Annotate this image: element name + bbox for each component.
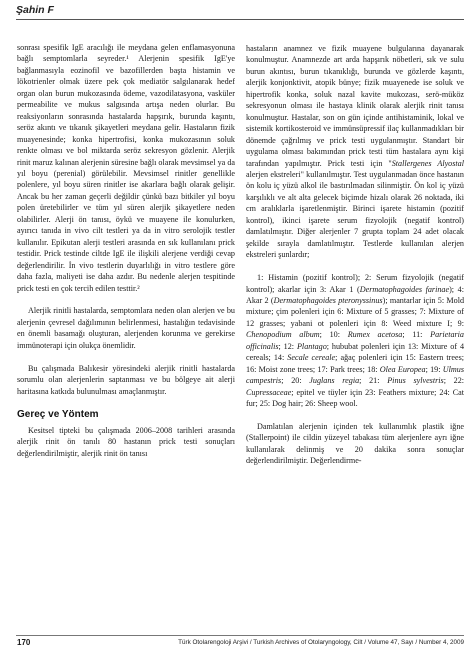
paragraph: Alerjik rinitli hastalarda, semptomlara neden olan alerjen ve bu alerjenin çevresel dağılımının belirlenmesi, hastalığın tedavisinde en önemli basamağı oluşturan, alerjenden korunma ve gerekirse immünoterapi için olukça önemlidir. (17, 306, 235, 350)
list-text: ; 22: (443, 376, 465, 386)
paragraph-text: hastaların anamnez ve fizik muayene bulgularına dayanarak konulmuştur. Anamnezde art arda hapşırık nöbetleri, sık ve sulu burun akıntısı, burun tıkanıklığı, burunda ve gözlerde kaşıntı, alerjik konjonktivit, atopik bünye; fizik muayenede ise soluk ve hipertrofik konka, soluk nazal kavite mukozası, serö-müköz sekresyonun olması ile hastaya klinik olarak alerjik rinit tanısı konulmuştur. Hastalar, son on gün içinde antihistaminik, lokal ve sistemik kortikosteroid ve immünsüpressif ilaç kullanmadıkları bir dönemde çağrılmış ve prick testi uygulanmıştır. Standart bir uygulama olması bakımından prick testi tüm hastalara aynı kişi tarafından yapılmıştır. Prick testi için " (246, 44, 464, 168)
paragraph: sonrası spesifik IgE aracılığı ile meydana gelen enflamasyonuna bağlı semptomlarla seyreder.¹ Alerjenin spesifik IgE'ye bağlanmasıyla eozinofil ve bazofillerden başta histamin ve lökotrienler olmak üzere pek çok mediatör salgılanarak hedef organ olan burun mukozasında ödeme, vazodilatasyona, vasküler permeabilite ve mukus salgısında artışa neden olurlar. Bu reaksiyonların sonrasında hastalarda hapşırık, burunda kaşıntı, seröz akıntı ve tıkanık şikayetleri meydana gelir. Hastaların fizik muayenesinde; konka hipertrofisi, konka mukozasının soluk renkte olması ve bol miktarda seröz sekresyon gözlenir. Alerjik rinit maruz kalınan alerjenin süresine bağlı olarak mevsimsel ya da yıl boyu (perenial) görülebilir. Mevsimsel rinitler genellikle polenlere, yıl boyu süren rinitler ise akarlara bağlı olarak gelişir. Ancak bu her zaman geçerli değildir çünkü bazı bitkiler yıl boyu polen üretebilirler ve tüm yıl süren alerjik şikayetlere neden olabilirler. Alerji ön tanısı, öykü ve muayene ile konulurken, ayırıcı tanıda in vivo cilt testleri ya da in vitro serolojik testler kullanılır. Epikutan alerji testleri arasında en sık kullanılanı prick testidir. Prick testinde ciltde IgE ile ilişkili alerjene verdiği cevap değerlendirilir. İn vivo testlerin duyarlılığı in vitro testlere göre daha fazla, maliyeti ise daha azdır. Bu nedenle alerjen tespitinde prick testi en çok tercih edilen testtir.² (17, 43, 235, 293)
list-text: 1: Histamin (pozitif kontrol); 2: Serum fizyolojik (negatif kontrol); akarlar için 3: Akar 1 ( (246, 273, 464, 294)
allergen-list (246, 272, 464, 409)
product-name: Stallergenes Alyostal (391, 158, 464, 168)
footer-divider (16, 635, 464, 636)
paragraph: Damlatılan alerjenin içinden tek kullanımlık plastik iğne (Stallerpoint) ile cildin yüzeyel tabakası tüm alerjenlere ayrı iğne kullanılarak delinmiş ve 20 dakika sonra sonuçlar değerlendirilmiştir. Değerlendirme- (246, 421, 464, 466)
species-name: Parietaria officinalis (246, 330, 464, 351)
page-number: 170 (17, 638, 31, 647)
list-text: ; epitel ve tüyler için 23: Feathers mixture; 24: Cat fur; 25: Dog hair; 26: Sheep wool. (246, 387, 464, 409)
list-text: ; 11: (402, 330, 431, 340)
species-name: Pinus sylvestris (387, 376, 444, 386)
species-name: Cupressaceae (246, 387, 292, 397)
list-text: ; 20: (281, 376, 310, 386)
list-text: ; 12: (278, 341, 297, 351)
list-text: ; ağaç polenleri için 15: Eastern trees; 16: Moist zone trees; 17: Park trees; 18: (246, 353, 464, 374)
section-title: Gereç ve Yöntem (17, 409, 99, 421)
list-text: ; 19: (425, 364, 443, 374)
species-name: Dermatophagoides pteronyssinus (273, 295, 383, 305)
running-header-author: Şahin F (16, 4, 54, 16)
species-name: Chenopodium album (246, 330, 320, 340)
header-divider (16, 19, 464, 20)
paragraph: Bu çalışmada Balıkesir yöresindeki alerjik rinitli hastalarda sorumlu olan alerjenlerin saptanması ve bu bölgeye ait alerji haritasına katkıda bulunulması amaçlanmıştır. (17, 363, 235, 396)
species-name: Olea Europea (379, 364, 426, 374)
species-name: Plantago (296, 341, 327, 351)
species-name: Rumex acetosa (347, 330, 403, 340)
paragraph: Kesitsel tipteki bu çalışmada 2006–2008 tarihleri arasında alerjik rinit ön tanılı 80 hastanın prick testi sonuçları değerlendirilmiştir, alerjik rinit ön tanısı (17, 426, 235, 458)
species-name: Secale cereale (287, 353, 336, 363)
list-text: ; 21: (359, 376, 388, 386)
species-name: Dermatophagoides farinae (359, 284, 450, 294)
species-name: Ulmus campestris (246, 364, 464, 386)
left-column (17, 42, 235, 459)
species-name: Juglans regia (309, 376, 360, 386)
paragraph (246, 43, 464, 261)
list-text: ; 10: (319, 330, 348, 340)
right-column (246, 43, 464, 467)
paragraph-text: alerjen ekstreleri" kullanılmıştır. Test uygulanmadan önce hastanın ön kolu iç yüzü alkol ile bastırılmadan silinmiştir. Ön kol iç yüzü karşılıklı ve alt alta gelecek biçimde hizalı olarak 26 noktada, iki cm aralıklarla işaretlenmiştir. Birinci işarete histamin (pozitif kontrol), ikinci işarete serum fizyolojik (negatif kontrol) damlatılmıştır. Diğer alerjenler 7 grupta toplam 24 adet olacak şekilde sırayla damlatılmıştır. Testlerde kullanılan alerjen ekstreleri şunlardır; (246, 169, 464, 260)
list-text: ); mantarlar için 5: Mold mixture; çim polenleri için 6: Mixture of 5 grasses; 7: Mixture of 12 grasses; yabani ot polenleri için 8: Weed mixture I; 9: (246, 295, 465, 328)
journal-citation: Türk Otolarengoloji Arşivi / Turkish Archives of Otolaryngology, Cilt / Volume 47, Sayı / Number 4, 2009 (178, 639, 464, 646)
list-text: ; hububat polenleri için 13: Mixture of 4 cereals; 14: (246, 341, 465, 363)
list-text: ); 4: Akar 2 ( (246, 284, 464, 305)
